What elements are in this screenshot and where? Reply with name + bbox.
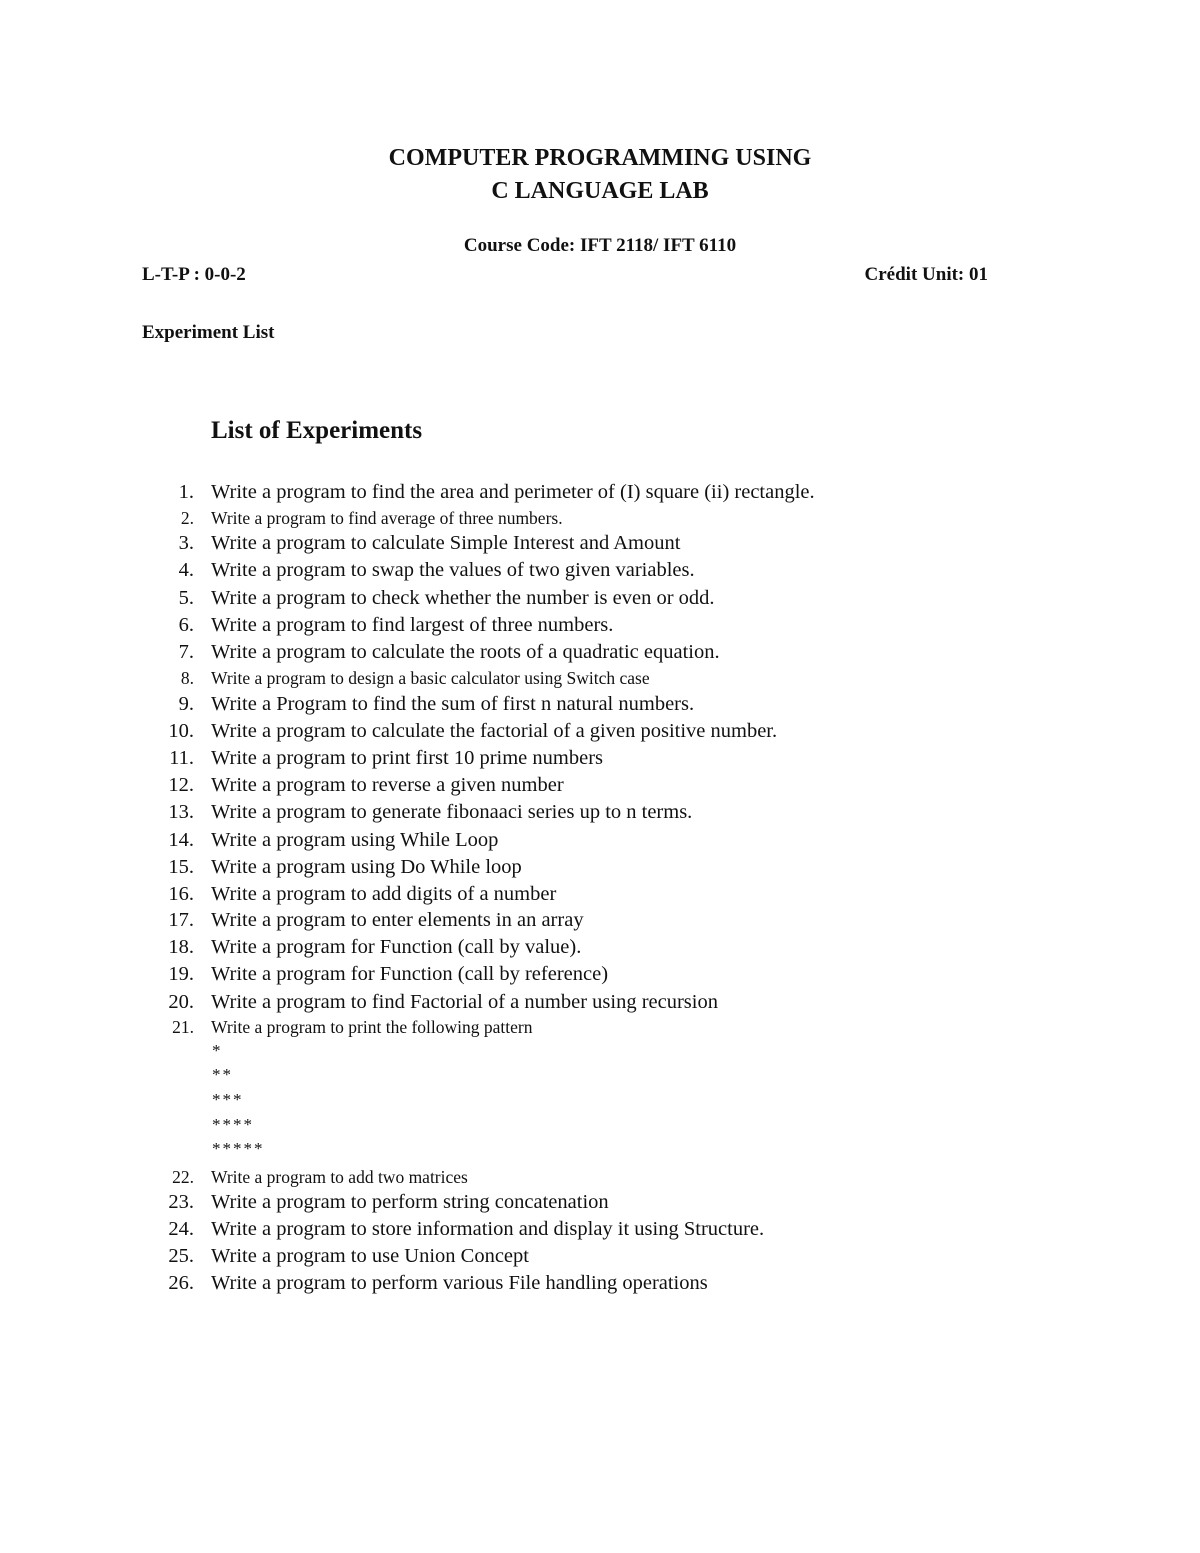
item-text: Write a program to calculate Simple Interest and Amount bbox=[211, 532, 681, 554]
list-item bbox=[150, 989, 1100, 1015]
pattern-line: **** bbox=[212, 1115, 254, 1134]
list-item bbox=[150, 772, 1100, 798]
list-item bbox=[150, 1243, 1100, 1269]
credit-unit: Crédit Unit: 01 bbox=[864, 264, 988, 285]
item-number: 14. bbox=[168, 829, 194, 851]
list-item bbox=[150, 827, 1100, 853]
document-title-line-1: COMPUTER PROGRAMMING USING bbox=[388, 145, 812, 171]
item-text: Write a program to enter elements in an array bbox=[211, 909, 584, 931]
item-text: Write a program to use Union Concept bbox=[211, 1245, 529, 1267]
list-item bbox=[150, 718, 1100, 744]
list-item bbox=[150, 585, 1100, 611]
list-item bbox=[150, 907, 1100, 933]
item-number: 23. bbox=[168, 1191, 194, 1213]
item-text: Write a program to perform various File handling operations bbox=[211, 1272, 708, 1294]
item-number: 12. bbox=[168, 774, 194, 796]
item-text: Write a program for Function (call by value). bbox=[211, 936, 582, 958]
pattern-line: ***** bbox=[212, 1139, 265, 1158]
item-number: 22. bbox=[172, 1167, 194, 1187]
item-text: Write a program to generate fibonaaci series up to n terms. bbox=[211, 801, 693, 823]
item-number: 25. bbox=[168, 1245, 194, 1267]
list-item bbox=[150, 934, 1100, 960]
item-number: 6. bbox=[178, 614, 194, 636]
item-text: Write a program to swap the values of two given variables. bbox=[211, 559, 695, 581]
item-number: 5. bbox=[178, 587, 194, 609]
item-text: Write a program to print the following pattern bbox=[211, 1017, 533, 1037]
item-text: Write a program using Do While loop bbox=[211, 856, 522, 878]
list-item bbox=[150, 691, 1100, 717]
item-number: 8. bbox=[180, 668, 194, 688]
list-item bbox=[150, 505, 1100, 531]
document-title-line-2: C LANGUAGE LAB bbox=[491, 178, 709, 204]
item-number: 2. bbox=[180, 508, 194, 528]
item-text: Write a Program to find the sum of first n natural numbers. bbox=[211, 693, 695, 715]
item-text: Write a program to calculate the factorial of a given positive number. bbox=[211, 720, 778, 742]
list-item bbox=[150, 961, 1100, 987]
item-number: 4. bbox=[178, 559, 194, 581]
item-text: Write a program to perform string concatenation bbox=[211, 1191, 609, 1213]
item-text: Write a program to design a basic calculator using Switch case bbox=[211, 668, 650, 688]
item-number: 10. bbox=[168, 720, 194, 742]
item-number: 15. bbox=[168, 856, 194, 878]
item-text: Write a program to calculate the roots of a quadratic equation. bbox=[211, 641, 720, 663]
item-text: Write a program using While Loop bbox=[211, 829, 499, 851]
item-text: Write a program to find Factorial of a number using recursion bbox=[211, 991, 718, 1013]
item-text: Write a program to check whether the number is even or odd. bbox=[211, 587, 715, 609]
list-item bbox=[150, 745, 1100, 771]
list-item bbox=[150, 479, 1100, 505]
item-text: Write a program to print first 10 prime numbers bbox=[211, 747, 603, 769]
item-text: Write a program to find average of three numbers. bbox=[211, 508, 563, 528]
list-heading: List of Experiments bbox=[211, 417, 423, 444]
course-code: Course Code: IFT 2118/ IFT 6110 bbox=[463, 235, 737, 256]
list-item bbox=[150, 665, 1100, 691]
item-number: 1. bbox=[178, 481, 194, 503]
list-item bbox=[150, 612, 1100, 638]
list-item bbox=[150, 854, 1100, 880]
item-text: Write a program to find largest of three numbers. bbox=[211, 614, 614, 636]
item-number: 9. bbox=[178, 693, 194, 715]
item-text: Write a program to add two matrices bbox=[211, 1167, 468, 1187]
item-text: Write a program to store information and display it using Structure. bbox=[211, 1218, 765, 1240]
list-item bbox=[150, 799, 1100, 825]
item-number: 3. bbox=[178, 532, 194, 554]
pattern-line: ** bbox=[212, 1065, 233, 1084]
list-item bbox=[150, 1014, 1100, 1040]
item-number: 17. bbox=[168, 909, 194, 931]
list-item bbox=[150, 557, 1100, 583]
ltp-value: L-T-P : 0-0-2 bbox=[142, 264, 246, 285]
list-item bbox=[150, 1270, 1100, 1296]
item-number: 21. bbox=[172, 1017, 194, 1037]
list-item bbox=[150, 530, 1100, 556]
item-text: Write a program to reverse a given number bbox=[211, 774, 564, 796]
item-number: 11. bbox=[169, 747, 194, 769]
item-text: Write a program for Function (call by reference) bbox=[211, 963, 609, 985]
item-number: 13. bbox=[168, 801, 194, 823]
list-item bbox=[150, 881, 1100, 907]
item-text: Write a program to add digits of a number bbox=[211, 883, 557, 905]
list-item bbox=[150, 1216, 1100, 1242]
list-item bbox=[150, 639, 1100, 665]
item-number: 7. bbox=[178, 641, 194, 663]
experiment-list-label: Experiment List bbox=[142, 322, 275, 343]
list-item bbox=[150, 1189, 1100, 1215]
item-number: 20. bbox=[168, 991, 194, 1013]
item-text: Write a program to find the area and perimeter of (I) square (ii) rectangle. bbox=[211, 481, 815, 503]
item-number: 16. bbox=[168, 883, 194, 905]
list-item bbox=[150, 1164, 1100, 1190]
pattern-line: * bbox=[212, 1041, 223, 1060]
item-number: 26. bbox=[168, 1272, 194, 1294]
item-number: 24. bbox=[168, 1218, 194, 1240]
item-number: 18. bbox=[168, 936, 194, 958]
item-number: 19. bbox=[168, 963, 194, 985]
pattern-line: *** bbox=[212, 1090, 244, 1109]
